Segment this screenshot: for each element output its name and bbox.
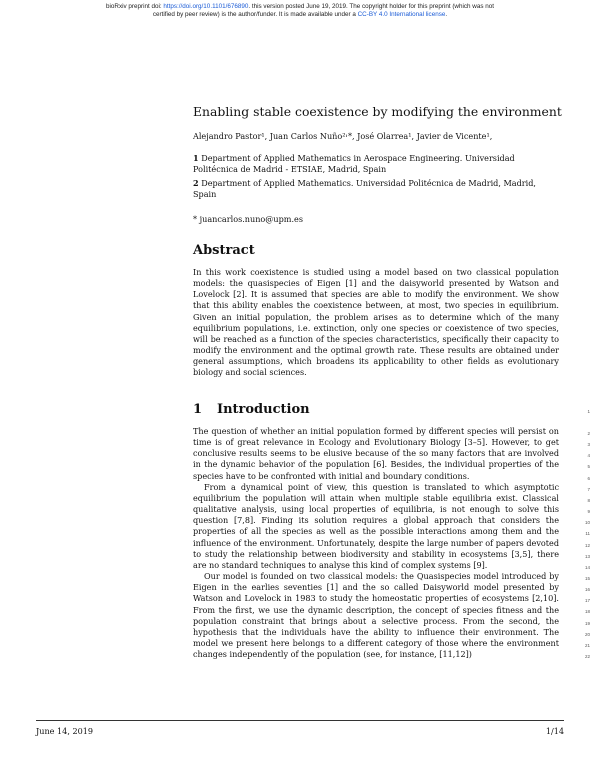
doi-link[interactable]: https://doi.org/10.1101/676890 <box>163 3 249 10</box>
paper-title: Enabling stable coexistence by modifying the environment <box>193 104 562 119</box>
line-number: 7 <box>587 486 590 492</box>
section-title: Introduction <box>217 402 310 417</box>
line-number: 13 <box>584 553 590 559</box>
page-number: 1/14 <box>545 726 564 736</box>
line-number: 16 <box>584 587 590 593</box>
paragraph: From a dynamical point of view, this question is translated to which asymptotic equilibrium the population will attain when multiple stable equilibria exist. Classical qualitative analysis, using local properties of equilibria, is not enough to solve this question [7,8]. Finding its solution requires a global approach that considers the properties of all the species as well as the possible interactions among them and the influence of the environment. Unfortunately, despite the large number of papers devoted to study the relationship between biodiversity and stability in ecosystems [3,5], there are no standard techniques to analyse this kind of complex systems [9]. <box>193 481 559 570</box>
line-number: 9 <box>587 509 590 515</box>
author-list: Alejandro Pastor¹, Juan Carlos Nuño²˒*, José Olarrea¹, Javier de Vicente¹, <box>193 131 493 141</box>
paragraph: The question of whether an initial population formed by different species will persist on time is of great relevance in Ecology and Evolutionary Biology [3–5]. However, to get conclusive results seems to be elusive because of the so many factors that are involved in the dynamic behavior of the population [6]. Besides, the individual properties of the species have to be confronted with initial and boundary conditions. <box>193 426 559 481</box>
line-number: 22 <box>584 654 590 659</box>
line-number: 21 <box>584 642 590 648</box>
line-number: 19 <box>584 620 590 626</box>
corresponding-email: * juancarlos.nuno@upm.es <box>193 214 303 224</box>
line-number: 10 <box>584 520 590 526</box>
preprint-notice <box>0 3 600 19</box>
abstract-text: In this work coexistence is studied using a model based on two classical population models: the quasispecies of Eigen [1] and the daisyworld presented by Watson and Lovelock [2]. It is assumed that species are able to modify the environment. We show that this ability enables the coexistence between, at most, two species in equilibrium. Given an initial population, the problem arises as to determine which of the many equilibrium populations, i.e. extinction, only one species or coexistence of two species, will be reached as a function of the species characteristics, specifically their capacity to modify the environment and the optimal growth rate. These results are obtained under general assumptions, which broadens its applicability to other fields as evolutionary biology and social sciences. <box>193 267 559 378</box>
line-number: 15 <box>584 575 590 581</box>
introduction-body <box>193 426 559 660</box>
line-number: 8 <box>587 497 590 503</box>
affiliation-2: 2 Department of Applied Mathematics. Universidad Politécnica de Madrid, Madrid, Spain <box>193 178 536 199</box>
paragraph: Our model is founded on two classical models: the Quasispecies model introduced by Eigen in the earlies seventies [1] and the so called Daisyworld model presented by Watson and Lovelock in 1983 to study the homeostatic properties of ecosystems [2,10]. From the first, we use the dynamic description, the concept of species fitness and the population constraint that brings about a selective process. From the second, the hypothesis that the individuals have the ability to influence their environment. The model we present here belongs to a different category of those where the environment changes independently of the population (see, for instance, [11,12]) <box>193 571 559 660</box>
line-number: 3 <box>587 442 590 448</box>
line-number: 6 <box>587 475 590 481</box>
footer-date: June 14, 2019 <box>36 726 94 736</box>
section-number: 1 <box>193 402 203 417</box>
line-number: 11 <box>585 531 590 537</box>
line-number: 2 <box>587 431 590 436</box>
line-number: 4 <box>587 453 590 459</box>
section-heading <box>193 402 310 417</box>
notice-line-1: bioRxiv preprint doi: https://doi.org/10.1101/676890. this version posted June 19, 2019. The copyright holder for this preprint (which was not <box>106 3 494 10</box>
affiliation-1: 1 Department of Applied Mathematics in Aerospace Engineering. Universidad Politécnica de Madrid - ETSIAE, Madrid, Spain <box>193 153 515 174</box>
license-link[interactable]: CC-BY 4.0 International license <box>357 11 446 18</box>
footer-divider <box>36 720 564 721</box>
line-number: 12 <box>584 542 590 548</box>
line-number: 1 <box>587 409 590 414</box>
line-number: 20 <box>584 631 590 637</box>
line-number: 14 <box>584 564 590 570</box>
abstract-heading: Abstract <box>193 243 255 258</box>
notice-line-2: certified by peer review) is the author/funder. It is made available under a CC-BY 4.0 International license. <box>152 11 448 18</box>
line-number: 5 <box>587 464 590 470</box>
line-number: 17 <box>584 598 590 604</box>
line-number: 18 <box>584 609 590 615</box>
